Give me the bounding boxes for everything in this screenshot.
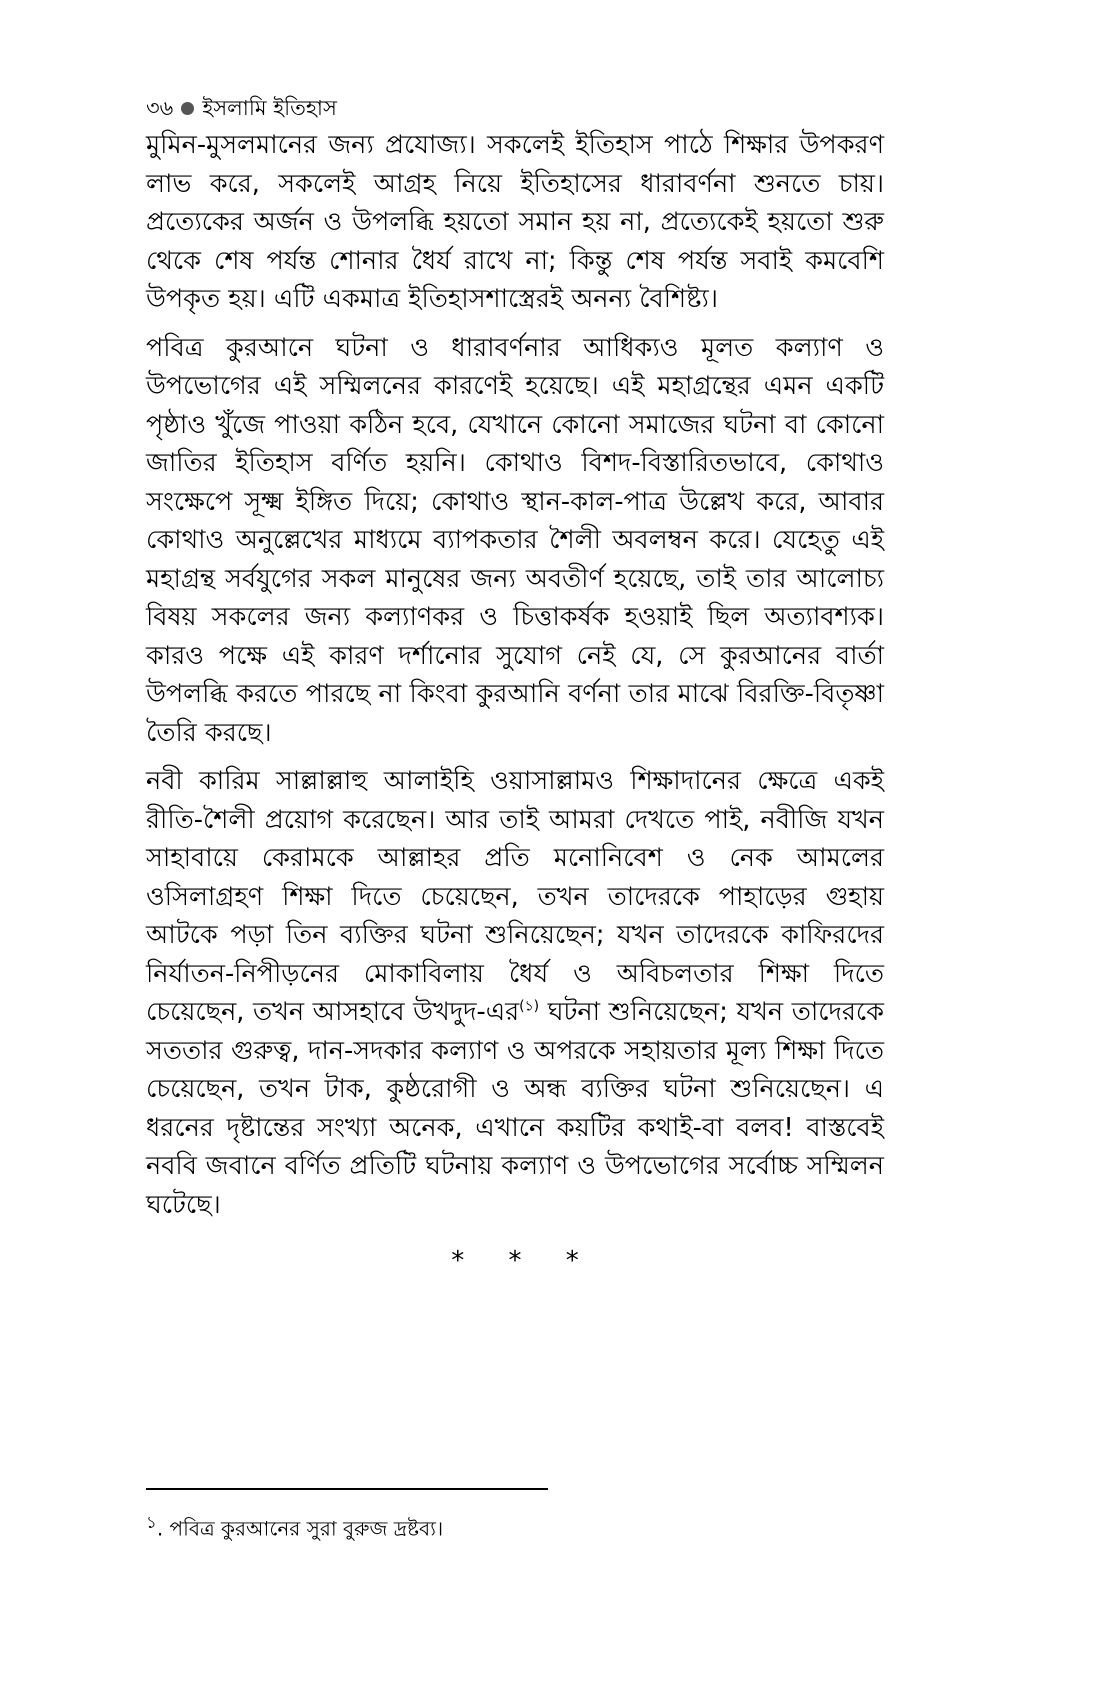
section-separator: * * * [451,1246,597,1276]
running-header [146,90,884,126]
paragraph-3-text-a: নবী কারিম সাল্লাল্লাহু আলাইহি ওয়াসাল্লামও শিক্ষাদানের ক্ষেত্রে একই রীতি-শৈলী প্রয়োগ করেছেন। আর তাই আমরা দেখতে পাই, নবীজি যখন সাহাবায়ে কেরামকে আল্লাহর প্রতি মনোনিবেশ ও নেক আমলের ওসিলাগ্রহণ শিক্ষা দিতে চেয়েছেন, তখন তাদেরকে পাহাড়ের গুহায় আটকে পড়া তিন ব্যক্তির ঘটনা শুনিয়েছেন; যখন তাদেরকে কাফিরদের নির্যাতন-নিপীড়নের মোকাবিলায় ধৈর্য ও অবিচলতার শিক্ষা দিতে চেয়েছেন, তখন আসহাবে উখদুদ-এর [146,766,884,1027]
footnote-marker: ১ [146,1513,157,1532]
paragraph-3-text-b: ঘটনা শুনিয়েছেন; যখন তাদেরকে সততার গুরুত্ব, দান-সদকার কল্যাণ ও অপরকে সহায়তার মূল্য শিক্ষা দিতে চেয়েছেন, তখন টাক, কুষ্ঠরোগী ও অন্ধ ব্যক্তির ঘটনা শুনিয়েছেন। এ ধরনের দৃষ্টান্তের সংখ্যা অনেক, এখানে কয়টির কথাই-বা বলব! বাস্তবেই নববি জবানে বর্ণিত প্রতিটি ঘটনায় কল্যাণ ও উপভোগের সর্বোচ্চ সম্মিলন ঘটেছে। [146,997,884,1220]
book-page [146,90,884,1286]
paragraph-3 [146,762,884,1224]
bullet-dot-icon [181,102,194,115]
paragraph-1: মুমিন-মুসলমানের জন্য প্রযোজ্য। সকলেই ইতিহাস পাঠে শিক্ষার উপকরণ লাভ করে, সকলেই আগ্রহ নিয়ে ইতিহাসের ধারাবর্ণনা শুনতে চায়। প্রত্যেকের অর্জন ও উপলব্ধি হয়তো সমান হয় না, প্রত্যেকেই হয়তো শুরু থেকে শেষ পর্যন্ত শোনার ধৈর্য রাখে না; কিন্তু শেষ পর্যন্ত সবাই কমবেশি উপকৃত হয়। এটি একমাত্র ইতিহাসশাস্ত্রেরই অনন্য বৈশিষ্ট্য। [146,130,884,314]
footnote-text: . পবিত্র কুরআনের সুরা বুরুজ দ্রষ্টব্য। [156,1516,444,1541]
paragraph-2: পবিত্র কুরআনে ঘটনা ও ধারাবর্ণনার আধিক্যও মূলত কল্যাণ ও উপভোগের এই সম্মিলনের কারণেই হয়েছে। এই মহাগ্রন্থের এমন একটি পৃষ্ঠাও খুঁজে পাওয়া কঠিন হবে, যেখানে কোনো সমাজের ঘটনা বা কোনো জাতির ইতিহাস বর্ণিত হয়নি। কোথাও বিশদ-বিস্তারিতভাবে, কোথাও সংক্ষেপে সূক্ষ্ম ইঙ্গিত দিয়ে; কোথাও স্থান-কাল-পাত্র উল্লেখ করে, আবার কোথাও অনুল্লেখের মাধ্যমে ব্যাপকতার শৈলী অবলম্বন করে। যেহেতু এই মহাগ্রন্থ সর্বযুগের সকল মানুষের জন্য অবতীর্ণ হয়েছে, তাই তার আলোচ্য বিষয় সকলের জন্য কল্যাণকর ও চিত্তাকর্ষক হওয়াই ছিল অত্যাবশ্যক। কারও পক্ষে এই কারণ দর্শানোর সুযোগ নেই যে, সে কুরআনের বার্তা উপলব্ধি করতে পারছে না কিংবা কুরআনি বর্ণনা তার মাঝে বিরক্তি-বিতৃষ্ণা তৈরি করছে। [146,332,884,748]
book-title: ইসলামি ইতিহাস [202,96,337,120]
footnote [146,1508,443,1544]
footnote-reference[interactable]: (১) [519,998,540,1015]
page-number: ৩৬ [146,96,174,120]
footnote-divider [146,1488,548,1490]
